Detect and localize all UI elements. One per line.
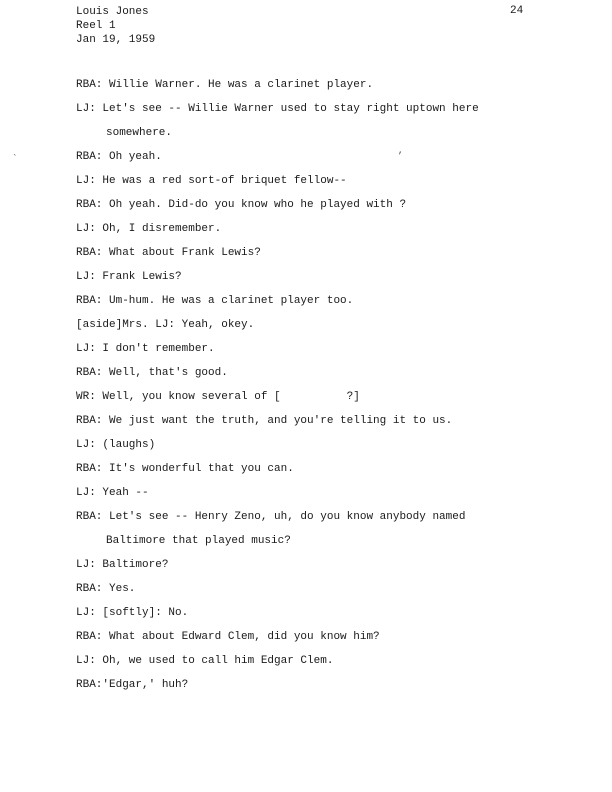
transcript-line: RBA: Oh yeah. Did-do you know who he played with ? (76, 199, 407, 211)
stray-mark: , (398, 146, 404, 156)
transcript-line: RBA: What about Frank Lewis? (76, 247, 261, 259)
transcript-line: [aside]Mrs. LJ: Yeah, okey. (76, 319, 255, 331)
transcript-line: RBA: Willie Warner. He was a clarinet player. (76, 79, 374, 91)
interviewee-name: Louis Jones (76, 6, 149, 18)
transcript-line: RBA:'Edgar,' huh? (76, 679, 189, 691)
transcript-line: LJ: Oh, we used to call him Edgar Clem. (76, 655, 334, 667)
transcript-line: RBA: Well, that's good. (76, 367, 228, 379)
transcript-line-continuation: Baltimore that played music? (106, 535, 291, 547)
transcript-line: RBA: Yes. (76, 583, 136, 595)
transcript-line: LJ: [softly]: No. (76, 607, 189, 619)
transcript-line: LJ: Yeah -- (76, 487, 149, 499)
transcript-line: RBA: We just want the truth, and you're telling it to us. (76, 415, 453, 427)
reel-label: Reel 1 (76, 20, 116, 32)
transcript-line: LJ: (laughs) (76, 439, 156, 451)
page-header (76, 5, 155, 47)
transcript-line: RBA: What about Edward Clem, did you know him? (76, 631, 380, 643)
transcript-line: LJ: I don't remember. (76, 343, 215, 355)
transcript-line: LJ: He was a red sort-of briquet fellow-- (76, 175, 347, 187)
transcript-line: RBA: Um-hum. He was a clarinet player too. (76, 295, 354, 307)
transcript-line: RBA: It's wonderful that you can. (76, 463, 294, 475)
transcript-line-continuation: somewhere. (106, 127, 173, 139)
transcript-body (76, 78, 546, 702)
transcript-line: LJ: Let's see -- Willie Warner used to stay right uptown here (76, 103, 479, 115)
page-number: 24 (510, 5, 524, 17)
transcript-line: LJ: Oh, I disremember. (76, 223, 222, 235)
transcript-line: LJ: Baltimore? (76, 559, 169, 571)
interview-date: Jan 19, 1959 (76, 34, 156, 46)
transcript-line: RBA: Oh yeah. (76, 151, 162, 163)
transcript-line: LJ: Frank Lewis? (76, 271, 182, 283)
stray-mark: ` (12, 154, 18, 164)
transcript-line: RBA: Let's see -- Henry Zeno, uh, do you know anybody named (76, 511, 466, 523)
transcript-line: WR: Well, you know several of [ ?] (76, 391, 360, 403)
